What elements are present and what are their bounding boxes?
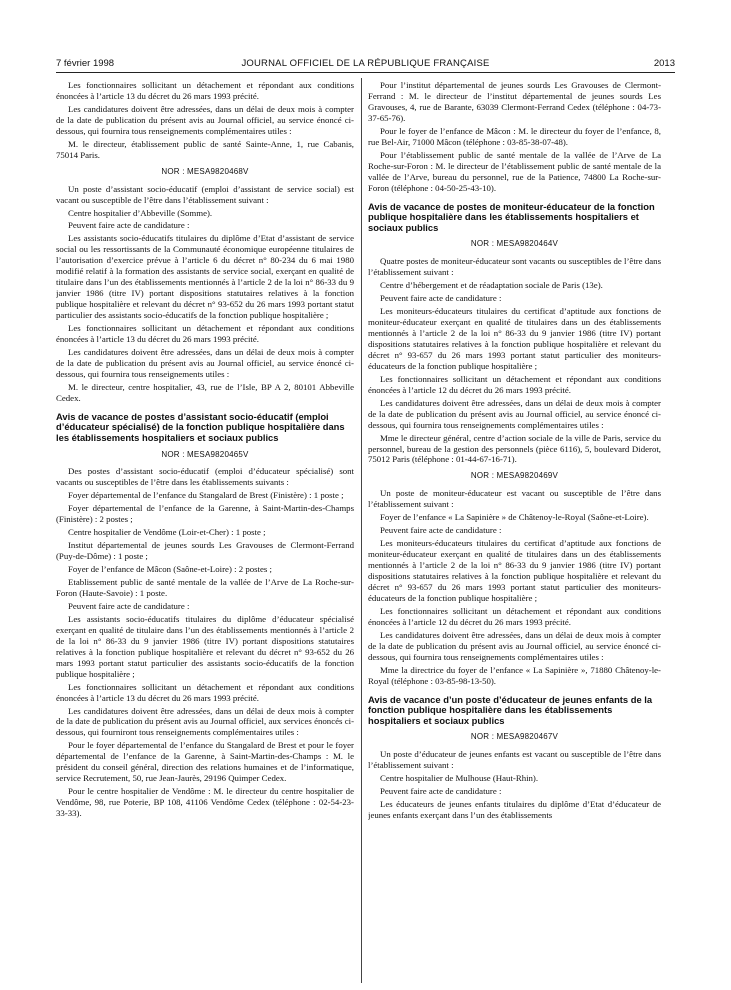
paragraph: Les fonctionnaires sollicitant un détachement et répondant aux conditions énoncées à l’article 12 du décret du 26 mars 1993 précité.: [368, 605, 661, 627]
paragraph: Les fonctionnaires sollicitant un détachement et répondant aux conditions énoncées à l’article 13 du décret du 26 mars 1993 précité.: [56, 681, 354, 703]
paragraph: Pour le centre hospitalier de Vendôme : M. le directeur du centre hospitalier de Vendôme, 98, rue Poterie, BP 108, 41106 Vendôme Cedex (téléphone : 02-54-23-33-33).: [56, 786, 354, 819]
paragraph: Les candidatures doivent être adressées, dans un délai de deux mois à compter de la date de publication du présent avis au Journal officiel, au service énoncé ci-dessous, qui fournira tous renseignements complémentaires utiles :: [368, 629, 661, 662]
nor-reference: NOR : MESA9820467V: [470, 732, 559, 742]
paragraph: Etablissement public de santé mentale de la vallée de l’Arve de La Roche-sur-Foron (Haute-Savoie) : 1 poste.: [56, 577, 354, 598]
paragraph: Institut départemental de jeunes sourds Les Gravouses de Clermont-Ferrand (Puy-de-Dôme) : 1 poste ;: [56, 540, 354, 562]
journal-title: JOURNAL OFFICIEL DE LA RÉPUBLIQUE FRANÇAISE: [241, 58, 490, 69]
paragraph: Les moniteurs-éducateurs titulaires du certificat d’aptitude aux fonctions de moniteur-éducateur exerçant en qualité de titulaires dans un des établissements mentionnés à l’article 2 de la loi n° 86-33 du 9 janvier 1986 (titre IV) portant dispositions statutaires relatives à la fonction publique hospitalière et relevant du décret n° 93-657 du 26 mars 1993 portant statut particulier des moniteurs-éducateurs de la fonction publique hospitalière ;: [368, 538, 661, 603]
paragraph: M. le directeur, centre hospitalier, 43, rue de l’Isle, BP A 2, 80101 Abbeville Cedex.: [56, 381, 354, 403]
paragraph: Centre hospitalier de Mulhouse (Haut-Rhin).: [380, 773, 539, 784]
paragraph: Les éducateurs de jeunes enfants titulaires du diplôme d’Etat d’éducateur de jeunes enfants exerçant dans l’un des établissements: [368, 799, 661, 821]
nor-reference: NOR : MESA9820465V: [161, 449, 249, 459]
paragraph: Les moniteurs-éducateurs titulaires du certificat d’aptitude aux fonctions de moniteur-éducateur exerçant en qualité de titulaires dans un des établissements mentionnés à l’article 2 de la loi n° 86-33 du 9 janvier 1986 (titre IV) portant dispositions statutaires relatives à la fonction publique hospitalière et relevant du décret n° 93-657 du 26 mars 1993 portant statut particulier des moniteurs-éducateurs de la fonction publique hospitalière ;: [368, 306, 661, 371]
paragraph: Peuvent faire acte de candidature :: [68, 220, 190, 231]
paragraph: Pour l’établissement public de santé mentale de la vallée de l’Arve de La Roche-sur-Foron : M. le directeur de l’établissement public de santé mentale de la vallée de l’Arve, bureau du personnel, rue de la Patience, 74800 La Roche-sur-Foron (téléphone : 04-50-25-43-10).: [368, 149, 661, 193]
paragraph: Les fonctionnaires sollicitant un détachement et répondant aux conditions énoncées à l’article 13 du décret du 26 mars 1993 précité.: [56, 323, 354, 345]
nor-reference: NOR : MESA9820469V: [470, 471, 559, 481]
nor-reference: NOR : MESA9820464V: [470, 239, 559, 249]
paragraph: Pour le foyer de l’enfance de Mâcon : M. le directeur du foyer de l’enfance, 8, rue Bel-Air, 71000 Mâcon (téléphone : 03-85-38-07-48).: [368, 125, 661, 147]
paragraph: Des postes d’assistant socio-éducatif (emploi d’éducateur spécialisé) sont vacants ou susceptibles de l’être dans les établissements suivants :: [56, 466, 354, 488]
page-number: 2013: [653, 58, 675, 69]
paragraph: Les fonctionnaires sollicitant un détachement et répondant aux conditions énoncées à l’article 13 du décret du 26 mars 1993 précité.: [56, 80, 354, 101]
paragraph: Peuvent faire acte de candidature :: [380, 293, 502, 304]
left-column: [56, 80, 354, 985]
paragraph: Foyer de l’enfance de Mâcon (Saône-et-Loire) : 2 postes ;: [68, 564, 272, 575]
paragraph: Foyer départemental de l’enfance de la Garenne, à Saint-Martin-des-Champs (Finistère) : 2 postes ;: [56, 503, 354, 525]
paragraph: Un poste d’éducateur de jeunes enfants est vacant ou susceptible de l’être dans l’établissement suivant :: [368, 749, 661, 771]
nor-reference: NOR : MESA9820468V: [161, 166, 249, 176]
paragraph: Pour le foyer départemental de l’enfance du Stangalard de Brest et pour le foyer départemental de l’enfance de la Garenne, à Saint-Martin-des-Champs : M. le président du conseil général, direction des relations humaines et de l’informatique, service Recrutement, 50, rue Jean-Jaurès, 29196 Quimper Cedex.: [56, 740, 354, 784]
paragraph: Les candidatures doivent être adressées, dans un délai de deux mois à compter de la date de publication du présent avis au Journal officiel, au service énoncé ci-dessous, qui fournira tous renseignements complémentaires utiles :: [56, 103, 354, 136]
notice-heading: Avis de vacance de postes d’assistant socio-éducatif (emploi d’éducateur spécialisé) de la fonction publique hospitalière dans les établissements hospitaliers et sociaux publics: [56, 410, 345, 443]
paragraph: Centre hospitalier de Vendôme (Loir-et-Cher) : 1 poste ;: [68, 527, 266, 538]
notice-heading: Avis de vacance d’un poste d’éducateur de jeunes enfants de la fonction publique hospitalière dans les établissements hospitaliers et sociaux publics: [368, 693, 653, 726]
paragraph: M. le directeur, établissement public de santé Sainte-Anne, 1, rue Cabanis, 75014 Paris.: [56, 138, 354, 160]
paragraph: Un poste de moniteur-éducateur est vacant ou susceptible de l’être dans l’établissement suivant :: [368, 488, 661, 510]
notice-heading: Avis de vacance de postes de moniteur-éducateur de la fonction publique hospitalière dans les établissements hospitaliers et sociaux publics: [368, 200, 655, 233]
paragraph: Les fonctionnaires sollicitant un détachement et répondant aux conditions énoncées à l’article 12 du décret du 26 mars 1993 précité.: [368, 373, 661, 395]
paragraph: Pour l’institut départemental de jeunes sourds Les Gravouses de Clermont-Ferrand : M. le directeur de l’institut départemental de jeunes sourds Les Gravouses, 4, rue de Barante, 63039 Clermont-Ferrand Cedex (téléphone : 04-73-37-65-76).: [368, 80, 661, 123]
paragraph: Peuvent faire acte de candidature :: [68, 600, 190, 611]
paragraph: Centre d’hébergement et de réadaptation sociale de Paris (13e).: [380, 280, 603, 291]
paragraph: Mme le directeur général, centre d’action sociale de la ville de Paris, service du personnel, bureau de la gestion des personnels (pièce 6116), 5, boulevard Diderot, 75012 Paris (téléphone : 01-44-67-16-71).: [368, 432, 661, 465]
paragraph: Les assistants socio-éducatifs titulaires du diplôme d’éducateur spécialisé exerçant en qualité de titulaire dans l’un des établissements mentionnés à l’article 2 de la loi n° 86-33 du 9 janvier 1986 (titre IV) portant dispositions statutaires relatives à la fonction publique hospitalière et relevant du décret n° 93-652 du 26 mars 1993 portant statut particulier des assistants socio-éducatifs de la fonction publique hospitalière ;: [56, 613, 354, 679]
paragraph: Les assistants socio-éducatifs titulaires du diplôme d’Etat d’assistant de service social ou les ressortissants de la Communauté économique européenne titulaires de l’autorisation d’exercice prévue à l’article 6 du décret n° 80-234 du 6 mai 1980 modifié relatif à la formation des assistants de service social, exerçant en qualité de titulaire dans l’un des établissements mentionnés à l’article 2 de la loi n° 86-33 du 9 janvier 1986 (titre IV) portant dispositions statutaires relatives à la fonction publique hospitalière et relevant du décret n° 93-652 du 26 mars 1993 portant statut particulier des assistants socio-éducatifs de la fonction publique hospitalière ;: [56, 233, 354, 321]
paragraph: Centre hospitalier d’Abbeville (Somme).: [68, 207, 213, 218]
issue-date: 7 février 1998: [56, 58, 115, 69]
column-divider: [361, 78, 362, 983]
paragraph: Les candidatures doivent être adressées, dans un délai de deux mois à compter de la date de publication du présent avis au Journal officiel, au service énoncé ci-dessous, qui fournira tous renseignements utiles :: [56, 346, 354, 379]
paragraph: Les candidatures doivent être adressées, dans un délai de deux mois à compter de la date de publication du présent avis au Journal officiel, aux services énoncés ci-dessous, qui fourniront tous renseignements complémentaires utiles :: [56, 705, 354, 738]
paragraph: Peuvent faire acte de candidature :: [380, 525, 502, 536]
right-column: [368, 80, 661, 985]
paragraph: Foyer départemental de l’enfance du Stangalard de Brest (Finistère) : 1 poste ;: [68, 490, 344, 501]
paragraph: Un poste d’assistant socio-éducatif (emploi d’assistant de service social) est vacant ou susceptible de l’être dans l’établissement suivant :: [56, 183, 354, 205]
paragraph: Quatre postes de moniteur-éducateur sont vacants ou susceptibles de l’être dans l’établissement suivant :: [368, 256, 661, 278]
page-header: [56, 56, 675, 73]
paragraph: Les candidatures doivent être adressées, dans un délai de deux mois à compter de la date de publication du présent avis au Journal officiel, au service énoncé ci-dessous, qui fournira tous renseignements complémentaires utiles :: [368, 397, 661, 430]
paragraph: Peuvent faire acte de candidature :: [380, 786, 502, 797]
paragraph: Mme la directrice du foyer de l’enfance « La Sapinière », 71880 Châtenoy-le-Royal (téléphone : 03-85-98-13-50).: [368, 664, 661, 686]
paragraph: Foyer de l’enfance « La Sapinière » de Châtenoy-le-Royal (Saône-et-Loire).: [380, 512, 649, 523]
